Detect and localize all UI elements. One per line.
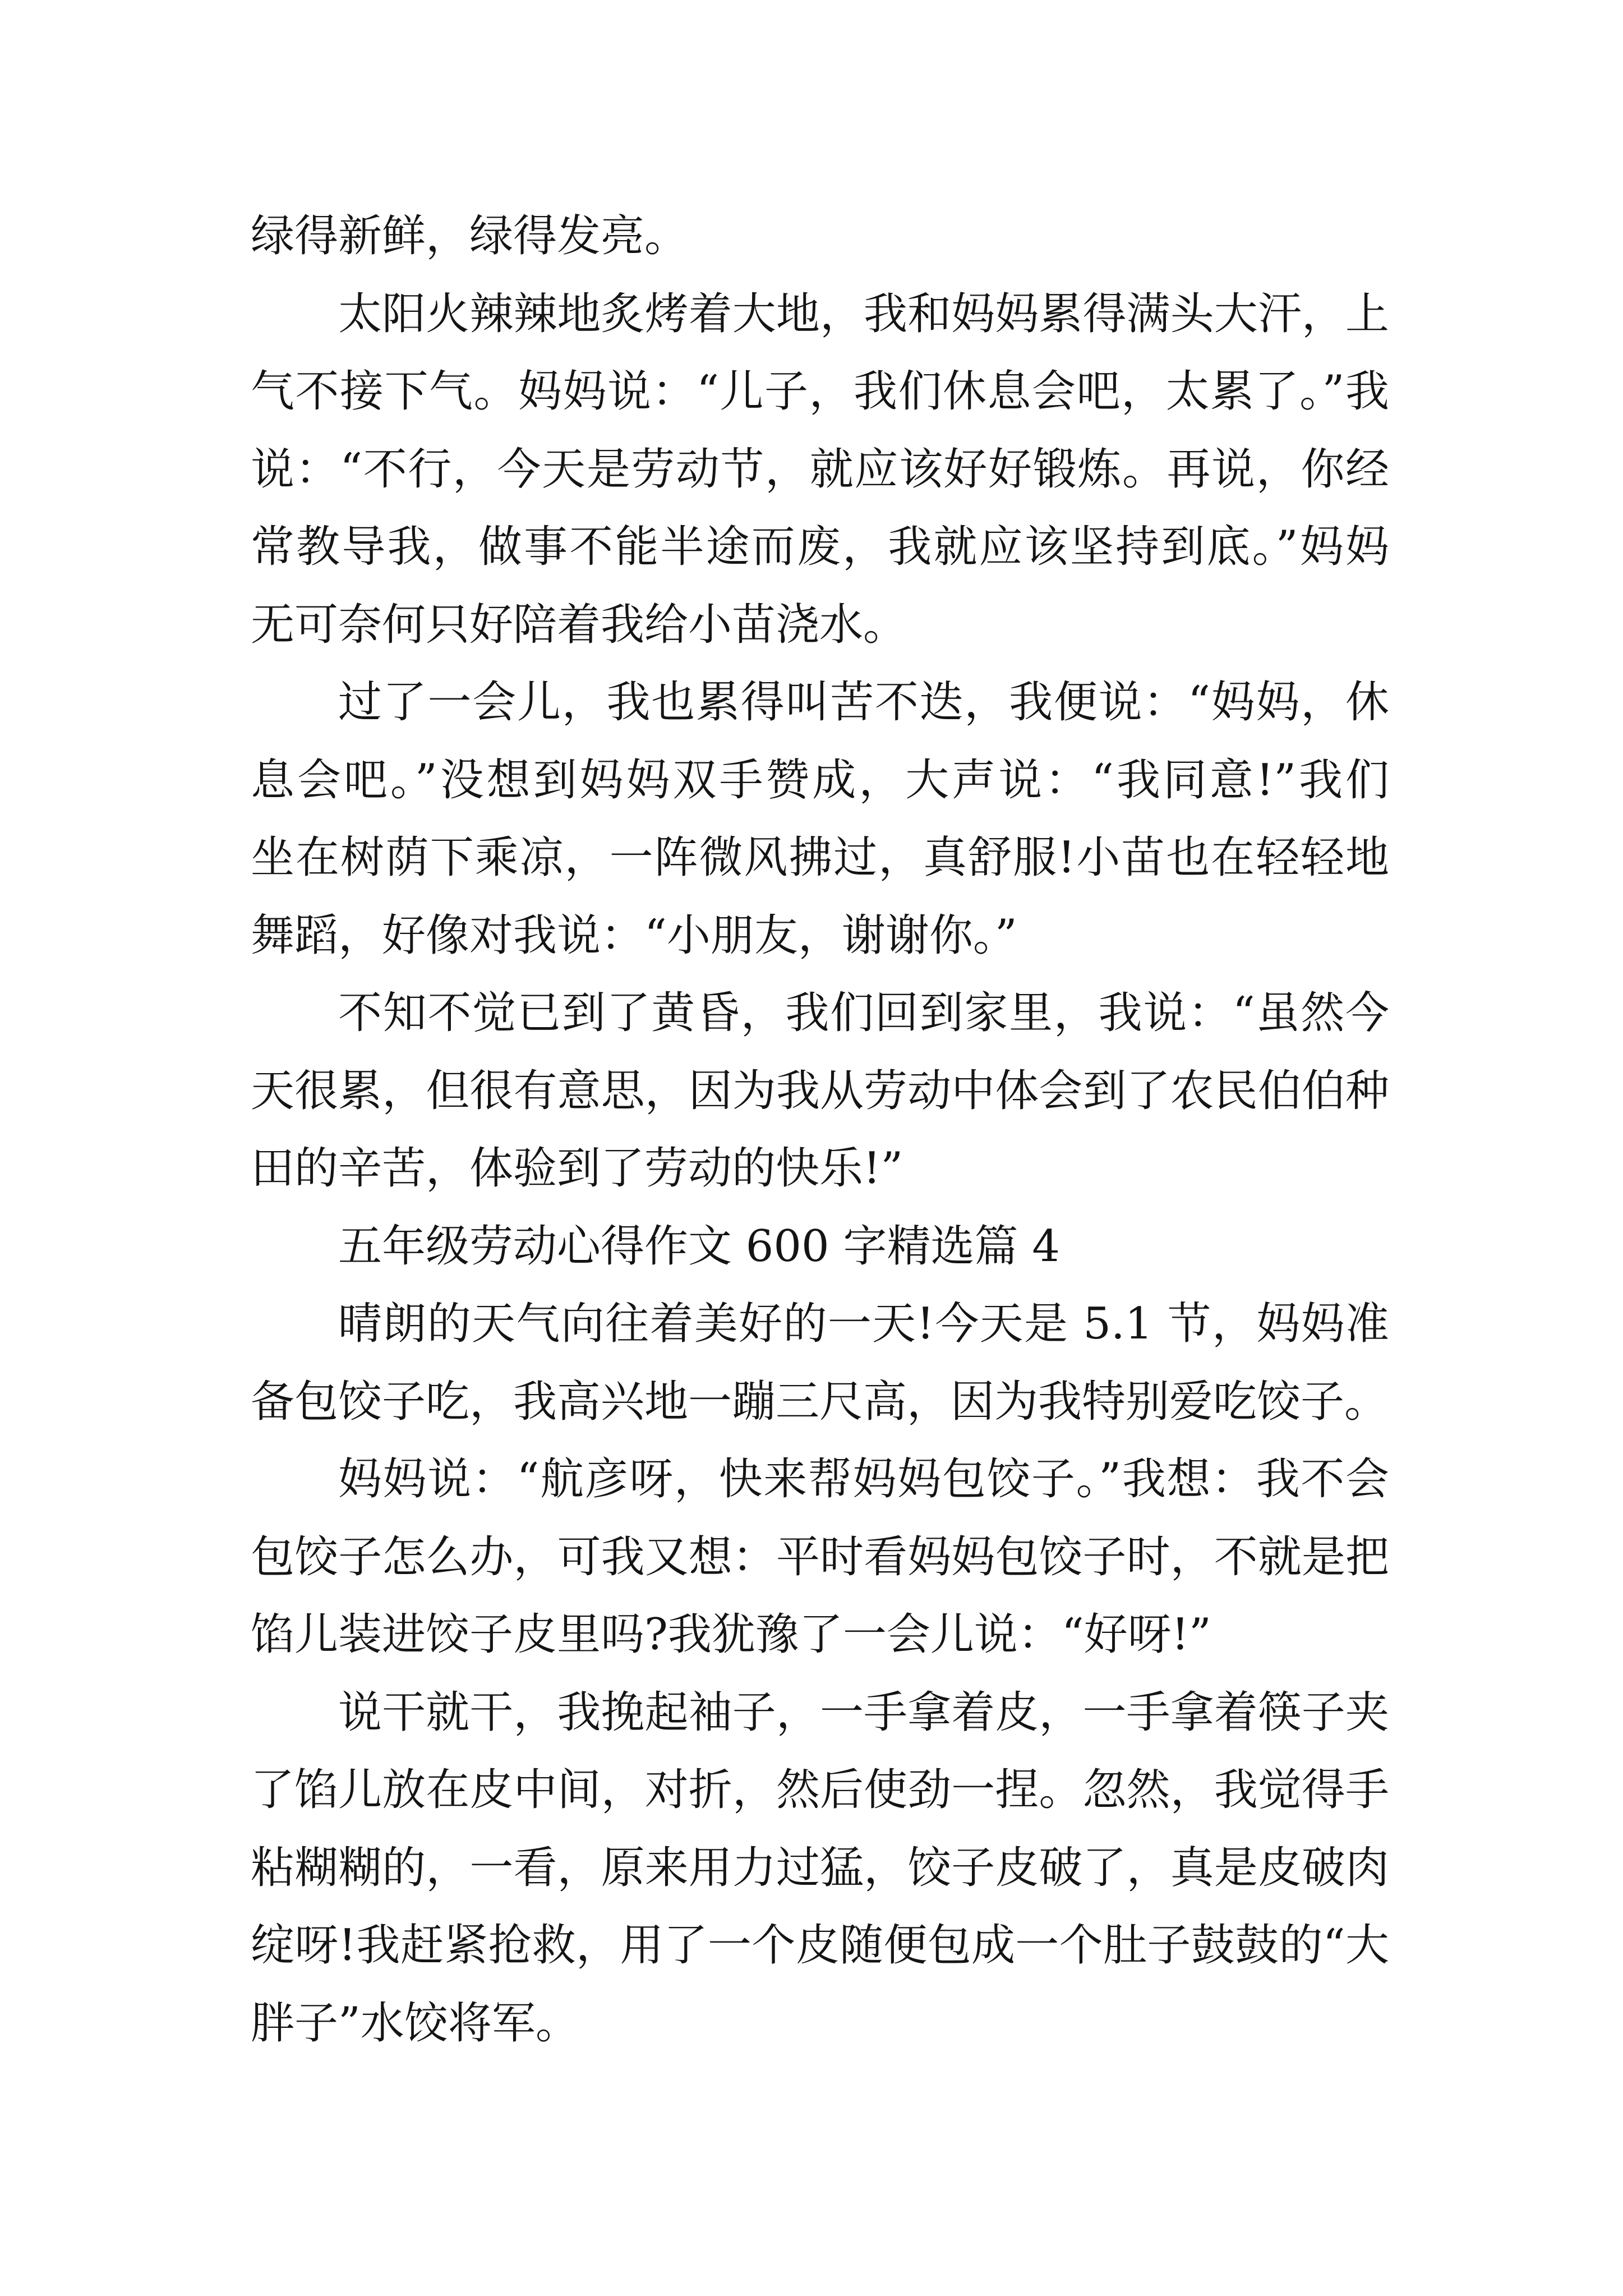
paragraph xyxy=(251,1674,1389,2063)
text-line: 不知不觉已到了黄昏，我们回到家里，我说：“虽然今 xyxy=(338,988,1389,1038)
text-line: 气不接下气。妈妈说：“儿子，我们休息会吧，太累了。”我 xyxy=(251,366,1389,417)
text-line: 绽呀!我赶紧抢救，用了一个皮随便包成一个肚子鼓鼓的“大 xyxy=(251,1920,1389,1971)
text-line: 过了一会儿，我也累得叫苦不迭，我便说：“妈妈，休 xyxy=(338,677,1389,728)
paragraph xyxy=(251,664,1389,974)
text-line: 馅儿装进饺子皮里吗?我犹豫了一会儿说：“好呀!” xyxy=(251,1609,1211,1660)
text-line: 说：“不行，今天是劳动节，就应该好好锻炼。再说，你经 xyxy=(251,444,1389,495)
text-line: 备包饺子吃，我高兴地一蹦三尺高，因为我特别爱吃饺子。 xyxy=(251,1376,1389,1427)
text-line: 说干就干，我挽起袖子，一手拿着皮，一手拿着筷子夹 xyxy=(338,1687,1389,1738)
text-line: 坐在树荫下乘凉，一阵微风拂过，真舒服!小苗也在轻轻地 xyxy=(251,832,1389,883)
text-line: 舞蹈，好像对我说：“小朋友，谢谢你。” xyxy=(251,910,1017,961)
text-line: 无可奈何只好陪着我给小苗浇水。 xyxy=(251,599,907,650)
paragraph xyxy=(251,974,1389,1208)
document-body xyxy=(251,197,1389,2062)
text-line: 粘糊糊的，一看，原来用力过猛，饺子皮破了，真是皮破肉 xyxy=(251,1842,1389,1893)
text-line: 田的辛苦，体验到了劳动的快乐!” xyxy=(251,1143,903,1194)
text-line: 了馅儿放在皮中间，对折，然后使劲一捏。忽然，我觉得手 xyxy=(251,1765,1389,1815)
paragraph xyxy=(251,197,1389,275)
text-line: 太阳火辣辣地炙烤着大地，我和妈妈累得满头大汗，上 xyxy=(338,288,1389,339)
text-line: 妈妈说：“航彦呀，快来帮妈妈包饺子。”我想：我不会 xyxy=(338,1454,1389,1504)
paragraph xyxy=(251,1285,1389,1441)
section-heading-text: 五年级劳动心得作文 600 字精选篇 4 xyxy=(338,1221,1060,1272)
text-line: 常教导我，做事不能半途而废，我就应该坚持到底。”妈妈 xyxy=(251,522,1389,572)
section-heading xyxy=(251,1208,1389,1286)
text-line: 晴朗的天气向往着美好的一天!今天是 5.1 节，妈妈准 xyxy=(338,1299,1389,1349)
text-line: 胖子”水饺将军。 xyxy=(251,1998,579,2049)
text-line: 息会吧。”没想到妈妈双手赞成，大声说：“我同意!”我们 xyxy=(251,754,1389,806)
paragraph xyxy=(251,275,1389,664)
text-line: 包饺子怎么办，可我又想：平时看妈妈包饺子时，不就是把 xyxy=(251,1531,1389,1582)
text-line: 绿得新鲜，绿得发亮。 xyxy=(251,211,689,261)
text-line: 天很累，但很有意思，因为我从劳动中体会到了农民伯伯种 xyxy=(251,1065,1389,1116)
paragraph xyxy=(251,1441,1389,1674)
